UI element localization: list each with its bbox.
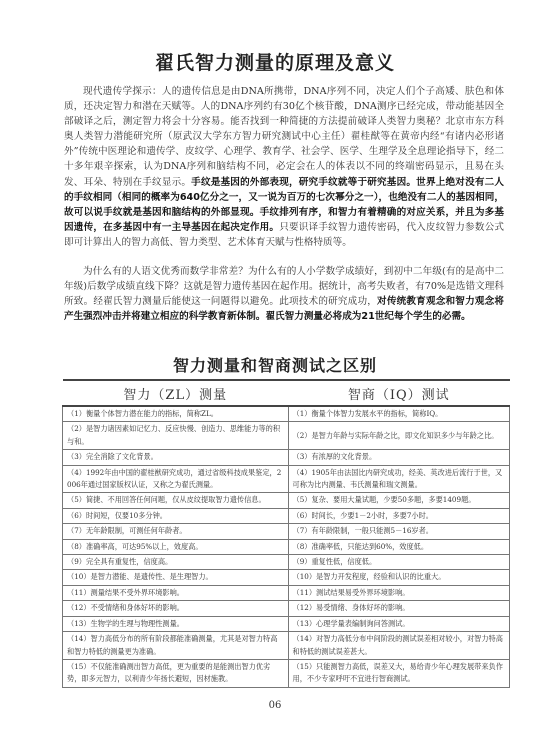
table-row	[63, 524, 510, 539]
table-row	[63, 493, 510, 508]
iq-cell: （12）易受情绪、身体好坏的影响。	[288, 601, 510, 616]
zl-cell: （2）是智力诸因素如记忆力、反应快慢、创造力、思维能力等的积与和。	[63, 422, 289, 450]
table-row	[63, 450, 510, 465]
paragraph-significance	[64, 264, 504, 324]
zl-cell: （8）准确率高，可达95%以上，效度高。	[63, 539, 289, 554]
table-row	[63, 406, 510, 422]
iq-cell: （7）有年龄限制，一般只能测5－16岁者。	[288, 524, 510, 539]
zl-cell: （10）是智力潜能、是遗传性、是生理智力。	[63, 570, 289, 585]
iq-cell: （13）心理学量表编制询问答测试。	[288, 616, 510, 631]
zl-cell: （11）测量结果不受外界环境影响。	[63, 585, 289, 600]
table-row	[63, 632, 510, 660]
header-zl: 智力（ZL）测量	[63, 380, 289, 406]
paragraph-principle-bold: 手纹是基因的外部表现，研究手纹就等于研究基因。世界上绝对没有二人的手纹相同（相同的概率为640亿分之一，又一说为百万的七次幂分之一），也绝没有二人的基因相同，故可以说手纹就是基因和脑结构的外部显现。手纹排列有序，和智力有着精确的对应关系，并且为多基因遗传，在多基因中有一主导基因在起决定作用。	[64, 176, 505, 233]
table-row	[63, 616, 510, 631]
iq-cell: （15）只能测智力高低，误差又大，易给青少年心理发展带来负作用，不少专家呼吁不宜进行智商测试。	[288, 659, 510, 687]
paragraph-principle-text-b: 只要识译手纹智力遗传密码，代入皮纹智力参数公式即可计算出人的智力高低、智力类型、艺术体育天赋与性格特质等。	[64, 221, 504, 248]
table-row	[63, 601, 510, 616]
zl-cell: （4）1992年由中国的翟桂猷研究成功，通过省级科技成果鉴定，2006年通过国家版权认证，又称之为翟氏测量。	[63, 465, 289, 493]
comparison-table	[62, 379, 510, 688]
header-iq: 智商（IQ）测试	[288, 380, 510, 406]
zl-cell: （1）衡量个体智力潜在能力的指标，简称ZL。	[63, 406, 289, 422]
page-title: 翟氏智力测量的原理及意义	[154, 52, 395, 74]
table-title: 智力测量和智商测试之区别	[172, 356, 377, 375]
zl-cell: （13）生物学的生理与物理性测量。	[63, 616, 289, 631]
iq-cell: （14）对智力高低分布中间阶段的测试误差相对较小，对智力特高和特低的测试误差甚大。	[288, 632, 510, 660]
paragraph-significance-text: 为什么有的人语文优秀而数学非常差？为什么有的人小学数学成绩好，到初中二年级(有的是高中二年级)后数学成绩直线下降？这就是智力遗传基因在起作用。据统计，高考失败者，有70%是选错文理科所致。经翟氏智力测量后能使这一问题得以避免。此项技术的研究成功，	[64, 266, 504, 308]
iq-cell: （3）有浓厚的文化背景。	[288, 450, 510, 465]
iq-cell: （11）测试结果易受外界环境影响。	[288, 585, 510, 600]
table-row	[63, 570, 510, 585]
paragraph-significance-bold: 对传统教育观念和智力观念将产生强烈冲击并将建立相应的科学教育新体制。翟氏智力测量必将成为21世纪每个学生的必需。	[64, 296, 505, 323]
table-row	[63, 508, 510, 523]
table-row	[63, 539, 510, 554]
iq-cell: （6）时间长，少要1－2小时，多要7小时。	[288, 508, 510, 523]
iq-cell: （9）重复性低，信度低。	[288, 555, 510, 570]
iq-cell: （1）衡量个体智力发展水平的指标，简称IQ。	[288, 406, 510, 422]
zl-cell: （3）完全消除了文化背景。	[63, 450, 289, 465]
zl-cell: （7）无年龄限制，可测任何年龄者。	[63, 524, 289, 539]
iq-cell: （8）准确率低，只能达到60%，效度低。	[288, 539, 510, 554]
iq-cell: （10）是智力开发程度，经验和认识的比重大。	[288, 570, 510, 585]
zl-cell: （9）完全具有重复性，信度高。	[63, 555, 289, 570]
zl-cell: （14）智力高低分布的所有阶段都能准确测量，尤其是对智力特高和智力特低的测量更为准确。	[63, 632, 289, 660]
iq-cell: （5）复杂、要用大量试题，少要50多题，多要1409题。	[288, 493, 510, 508]
zl-cell: （6）时间短，仅要10多分钟。	[63, 508, 289, 523]
table-row	[63, 465, 510, 493]
table-row	[63, 659, 510, 687]
table-row	[63, 422, 510, 450]
iq-cell: （4）1905年由法国比内研究成功，经美、英改进后流行于世，又可称为比内测量、韦氏测量和瑞文测量。	[288, 465, 510, 493]
paragraph-principle	[64, 84, 504, 250]
iq-cell: （2）是智力年龄与实际年龄之比，即文化知识多少与年龄之比。	[288, 422, 510, 450]
table-header-row	[63, 380, 510, 406]
paragraph-principle-text-a: 现代遗传学探示：人的遗传信息是由DNA所携带，DNA序列不同，决定人们个子高矮、肤色和体质，还决定智力和潜在天赋等。人的DNA序列约有30亿个核苷酸，DNA测序已经完成，带动能基因全部破译之后，测定智力将会十分容易。能否找到一种简捷的方法提前破译人类智力奥秘？北京市东方科奥人类智力潜能研究所（原武汉大学东方智力研究测试中心主任）翟桂猷等在黄帝内经“有诸内必形诸外”传统中医理论和遗传学、皮纹学、心理学、教育学、社会学、医学、生理学及全息理论指导下，经二十多年艰辛探索，认为DNA序列和脑结构不同，必定会在人的体表以不同的终端密码显示，且易在头发、耳朵、特别在手纹显示。	[64, 86, 504, 188]
page-number: 06	[268, 700, 282, 711]
zl-cell: （5）简捷、不用回答任何问题，仅从皮纹提取智力遗传信息。	[63, 493, 289, 508]
table-row	[63, 555, 510, 570]
zl-cell: （12）不受情绪和身体好坏的影响。	[63, 601, 289, 616]
table-row	[63, 585, 510, 600]
zl-cell: （15）不仅能准确测出智力高低，更为重要的是能测出智力优劣势，即多元智力，以利青少年扬长避短，因材施教。	[63, 659, 289, 687]
